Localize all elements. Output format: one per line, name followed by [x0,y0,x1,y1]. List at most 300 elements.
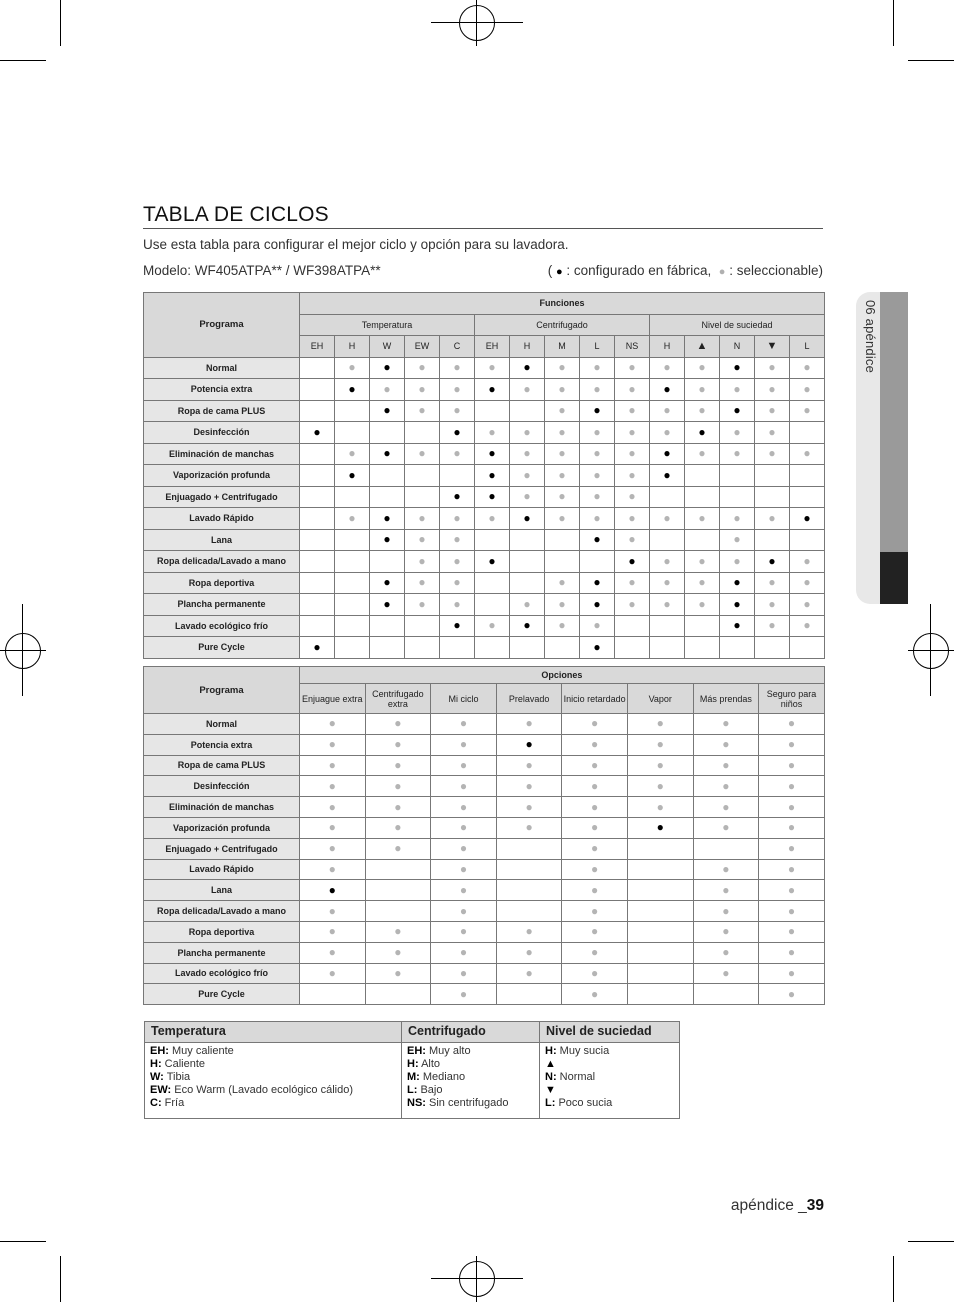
function-cell [440,400,475,422]
function-cell [650,551,685,573]
function-cell [510,637,545,659]
key-temperature-list [145,1043,402,1119]
option-cell [627,817,693,838]
selectable-dot-icon: ● [558,596,566,611]
table-row [144,615,825,637]
selectable-dot-icon: ● [663,424,671,439]
program-name: Eliminación de manchas [144,443,300,465]
registration-mark-left [5,633,41,669]
function-cell [475,422,510,444]
selectable-dot-icon: ● [787,861,796,876]
soil-group-header: Nivel de suciedad [650,314,825,336]
factory-dot-icon: ● [663,381,671,396]
program-name: Ropa delicada/Lavado a mano [144,551,300,573]
function-cell [300,551,335,573]
table-row [144,637,825,659]
program-name: Desinfección [144,776,300,797]
function-cell [300,637,335,659]
selectable-dot-icon: ● [418,596,426,611]
selectable-dot-icon: ● [328,737,336,752]
table-row [144,859,825,880]
selectable-dot-icon: ● [523,467,531,482]
factory-dot-icon: ● [383,446,391,461]
selectable-dot-icon: ● [768,424,776,439]
option-cell [562,921,628,942]
selectable-dot-icon: ● [656,757,664,772]
selectable-dot-icon: ● [418,532,426,547]
option-cell [496,984,562,1005]
selectable-dot-icon: ● [628,489,636,504]
function-cell [335,572,370,594]
factory-dot-icon: ● [733,575,741,590]
selectable-dot-icon: ● [733,532,741,547]
factory-dot-icon: ● [663,467,671,482]
abbreviation-key-table [144,1021,680,1119]
selectable-dot-icon: ● [722,945,730,960]
functions-table [143,292,825,659]
option-cell [300,734,366,755]
key-abbreviation: EW: [150,1084,172,1096]
factory-dot-icon: ● [525,737,533,752]
program-name: Lavado ecológico frío [144,615,300,637]
selectable-dot-icon: ● [558,510,566,525]
option-cell [759,942,825,963]
selectable-dot-icon: ● [803,575,811,590]
option-cell [496,734,562,755]
column-header-soil-3: ▼ [755,336,790,358]
table-row [144,508,825,530]
page-label: apéndice _ [730,1197,807,1214]
selectable-dot-icon: ● [394,716,402,731]
factory-dot-icon: ● [453,489,461,504]
selectable-dot-icon: ● [593,467,601,482]
function-cell [475,508,510,530]
key-entry [407,1045,534,1058]
selectable-dot-icon: ● [418,510,426,525]
program-name: Potencia extra [144,379,300,401]
function-cell [300,357,335,379]
table-row [144,901,825,922]
selectable-dot-icon: ● [328,861,336,876]
selectable-dot-icon: ● [523,446,531,461]
function-cell [440,379,475,401]
selectable-dot-icon: ● [722,737,730,752]
table-row [144,357,825,379]
table-row [144,921,825,942]
selectable-dot-icon: ● [722,861,730,876]
selectable-dot-icon: ● [328,778,336,793]
option-cell [300,838,366,859]
key-entry [407,1097,534,1110]
function-cell [615,379,650,401]
function-cell [440,551,475,573]
factory-dot-icon: ● [383,403,391,418]
factory-dot-icon: ● [313,639,321,654]
selectable-dot-icon: ● [787,924,796,939]
function-cell [545,637,580,659]
table-row [144,838,825,859]
key-entry [150,1084,396,1097]
selectable-dot-icon: ● [328,716,336,731]
selectable-dot-icon: ● [698,403,706,418]
program-name: Ropa deportiva [144,921,300,942]
selectable-dot-icon: ● [768,575,776,590]
option-column-header-2: Mi ciclo [431,684,497,714]
selectable-dot-icon: ● [558,403,566,418]
program-name: Enjuagado + Centrifugado [144,838,300,859]
selectable-dot-icon: ● [525,965,533,980]
selectable-dot-icon: ● [394,965,402,980]
option-cell [300,880,366,901]
function-cell [405,508,440,530]
selectable-dot-icon: ● [718,266,726,278]
page-title: TABLA DE CICLOS [143,203,329,226]
key-header-temperature: Temperatura [145,1022,402,1043]
function-cell [685,465,720,487]
option-cell [300,859,366,880]
function-cell [650,357,685,379]
option-cell [496,880,562,901]
function-cell [370,422,405,444]
column-header-temp-0: EH [300,336,335,358]
selectable-dot-icon: ● [628,596,636,611]
function-cell [755,594,790,616]
option-cell [365,880,431,901]
function-cell [440,443,475,465]
option-cell [496,921,562,942]
selectable-dot-icon: ● [459,986,468,1001]
program-name: Plancha permanente [144,942,300,963]
selectable-dot-icon: ● [768,618,776,633]
selectable-dot-icon: ● [698,575,706,590]
legend-selectable-label: : seleccionable) [729,263,823,278]
function-cell [370,443,405,465]
function-cell [475,529,510,551]
key-abbreviation: H: [545,1045,557,1057]
function-cell [405,443,440,465]
registration-mark-bottom [459,1261,495,1297]
key-abbreviation: H: [407,1058,419,1070]
factory-dot-icon: ● [733,403,741,418]
selectable-dot-icon: ● [593,424,601,439]
function-cell [440,594,475,616]
crop-mark [893,1256,894,1302]
function-cell [790,443,825,465]
function-cell [370,551,405,573]
selectable-dot-icon: ● [523,381,531,396]
option-cell [627,859,693,880]
registration-mark-bottom [476,1256,477,1302]
factory-dot-icon: ● [593,575,601,590]
option-column-header-5: Vapor [627,684,693,714]
selectable-dot-icon: ● [328,924,336,939]
function-cell [720,357,755,379]
selectable-dot-icon: ● [459,882,468,897]
selectable-dot-icon: ● [787,820,796,835]
function-cell [580,615,615,637]
program-name: Lavado Rápido [144,859,300,880]
function-cell [300,379,335,401]
dot-legend [548,263,823,278]
selectable-dot-icon: ● [459,716,468,731]
section-side-tab [856,292,908,604]
function-cell [720,551,755,573]
selectable-dot-icon: ● [453,360,461,375]
option-cell [693,755,759,776]
function-cell [790,594,825,616]
option-cell [759,984,825,1005]
factory-dot-icon: ● [488,446,496,461]
selectable-dot-icon: ● [394,820,402,835]
function-cell [685,508,720,530]
program-name: Normal [144,357,300,379]
selectable-dot-icon: ● [722,799,730,814]
option-cell [627,921,693,942]
selectable-dot-icon: ● [787,716,796,731]
factory-dot-icon: ● [488,467,496,482]
selectable-dot-icon: ● [722,778,730,793]
option-cell [496,963,562,984]
option-cell [627,901,693,922]
function-cell [615,637,650,659]
function-cell [720,637,755,659]
function-cell [720,379,755,401]
function-cell [370,529,405,551]
legend-factory-label: : configurado en fábrica, [566,263,712,278]
selectable-dot-icon: ● [558,618,566,633]
function-cell [650,508,685,530]
option-cell [300,901,366,922]
function-cell [300,400,335,422]
function-cell [790,422,825,444]
function-cell [335,594,370,616]
factory-dot-icon: ● [733,360,741,375]
selectable-dot-icon: ● [787,903,796,918]
selectable-dot-icon: ● [459,737,468,752]
program-name: Ropa deportiva [144,572,300,594]
key-entry [545,1071,674,1084]
option-cell [365,963,431,984]
selectable-dot-icon: ● [591,861,599,876]
selectable-dot-icon: ● [656,737,664,752]
function-cell [650,572,685,594]
selectable-dot-icon: ● [525,799,533,814]
selectable-dot-icon: ● [787,841,796,856]
selectable-dot-icon: ● [453,596,461,611]
option-cell [562,963,628,984]
selectable-dot-icon: ● [525,757,533,772]
selectable-dot-icon: ● [558,467,566,482]
option-cell [562,942,628,963]
option-column-header-3: Prelavado [496,684,562,714]
function-cell [545,551,580,573]
function-cell [440,357,475,379]
selectable-dot-icon: ● [328,965,336,980]
option-cell [365,901,431,922]
function-cell [755,357,790,379]
selectable-dot-icon: ● [591,757,599,772]
table-row [144,734,825,755]
function-cell [510,572,545,594]
option-column-header-7: Seguro para niños [759,684,825,714]
selectable-dot-icon: ● [591,882,599,897]
selectable-dot-icon: ● [453,446,461,461]
option-cell [431,817,497,838]
programa-header: Programa [144,293,300,358]
function-cell [580,637,615,659]
function-cell [335,615,370,637]
table-row [144,797,825,818]
function-cell [300,594,335,616]
function-cell [300,529,335,551]
option-cell [496,817,562,838]
selectable-dot-icon: ● [591,841,599,856]
option-cell [365,942,431,963]
selectable-dot-icon: ● [593,618,601,633]
selectable-dot-icon: ● [418,403,426,418]
selectable-dot-icon: ● [787,737,796,752]
table-row [144,529,825,551]
function-cell [720,443,755,465]
option-cell [693,734,759,755]
option-cell [693,880,759,901]
selectable-dot-icon: ● [628,403,636,418]
options-table [143,666,825,1005]
registration-mark-right [913,633,949,669]
option-cell [693,776,759,797]
function-cell [685,379,720,401]
function-cell [440,637,475,659]
function-cell [370,357,405,379]
function-cell [755,486,790,508]
function-cell [580,465,615,487]
table-row [144,486,825,508]
function-cell [405,572,440,594]
option-cell [300,921,366,942]
selectable-dot-icon: ● [722,820,730,835]
function-cell [370,615,405,637]
option-cell [562,755,628,776]
function-cell [440,486,475,508]
program-name: Normal [144,714,300,735]
selectable-dot-icon: ● [803,403,811,418]
factory-dot-icon: ● [488,553,496,568]
column-header-temp-3: EW [405,336,440,358]
option-cell [627,880,693,901]
function-cell [405,379,440,401]
table-row [144,572,825,594]
selectable-dot-icon: ● [525,820,533,835]
option-cell [431,797,497,818]
option-cell [431,963,497,984]
option-column-header-1: Centrifugado extra [365,684,431,714]
function-cell [650,443,685,465]
selectable-dot-icon: ● [488,618,496,633]
function-cell [300,422,335,444]
function-cell [475,400,510,422]
selectable-dot-icon: ● [591,986,599,1001]
key-entry [150,1071,396,1084]
factory-dot-icon: ● [383,575,391,590]
function-cell [475,551,510,573]
key-entry [545,1058,674,1071]
selectable-dot-icon: ● [663,575,671,590]
function-cell [720,529,755,551]
function-cell [720,422,755,444]
crop-mark [908,1241,954,1242]
option-cell [562,859,628,880]
option-cell [365,984,431,1005]
option-cell [365,734,431,755]
selectable-dot-icon: ● [394,757,402,772]
selectable-dot-icon: ● [459,945,468,960]
factory-dot-icon: ● [383,510,391,525]
option-cell [759,963,825,984]
selectable-dot-icon: ● [768,446,776,461]
option-cell [365,838,431,859]
factory-dot-icon: ● [593,532,601,547]
table-row [144,400,825,422]
function-cell [510,400,545,422]
column-header-temp-4: C [440,336,475,358]
function-cell [685,400,720,422]
function-cell [370,379,405,401]
key-abbreviation: L: [545,1097,556,1109]
function-cell [545,357,580,379]
function-cell [510,594,545,616]
selectable-dot-icon: ● [593,381,601,396]
function-cell [545,594,580,616]
option-cell [693,942,759,963]
selectable-dot-icon: ● [328,757,336,772]
program-name: Ropa de cama PLUS [144,755,300,776]
program-name: Desinfección [144,422,300,444]
function-cell [335,551,370,573]
option-cell [627,838,693,859]
function-cell [545,400,580,422]
key-description: Normal [559,1071,596,1083]
selectable-dot-icon: ● [803,596,811,611]
function-cell [510,357,545,379]
function-cell [545,508,580,530]
function-cell [685,357,720,379]
function-cell [335,422,370,444]
function-cell [510,529,545,551]
model-text: Modelo: WF405ATPA** / WF398ATPA** [143,263,381,278]
selectable-dot-icon: ● [558,446,566,461]
factory-dot-icon: ● [555,266,563,278]
option-cell [562,817,628,838]
table-row [144,465,825,487]
factory-dot-icon: ● [383,360,391,375]
option-cell [300,984,366,1005]
factory-dot-icon: ● [383,532,391,547]
key-spin-list [402,1043,540,1119]
function-cell [755,615,790,637]
column-header-spin-2: M [545,336,580,358]
function-cell [335,486,370,508]
function-cell [405,486,440,508]
option-cell [693,817,759,838]
function-cell [755,422,790,444]
option-cell [365,714,431,735]
option-cell [496,776,562,797]
program-name: Pure Cycle [144,637,300,659]
selectable-dot-icon: ● [722,965,730,980]
crop-mark [60,1256,61,1302]
function-cell [720,594,755,616]
function-cell [370,508,405,530]
